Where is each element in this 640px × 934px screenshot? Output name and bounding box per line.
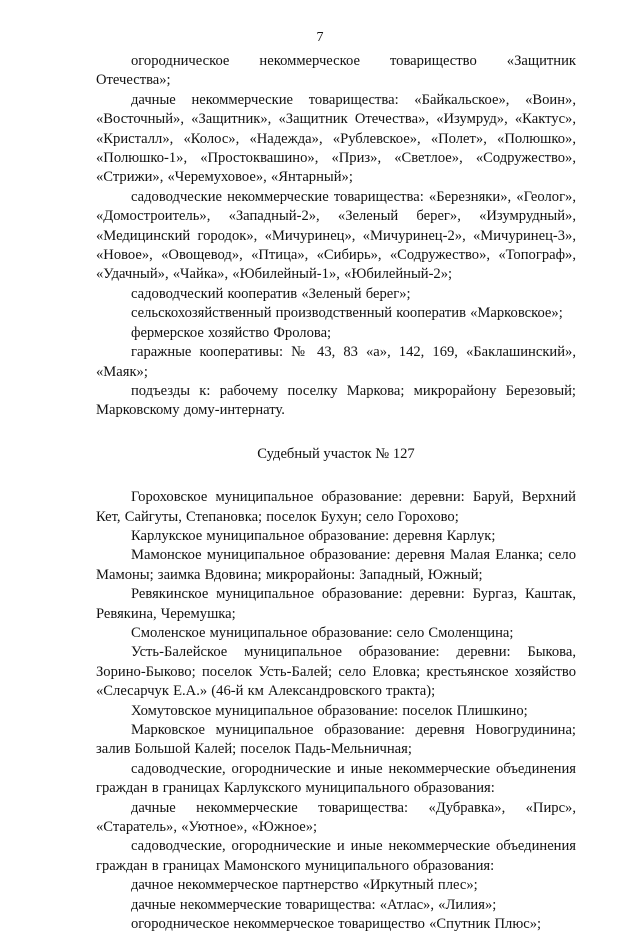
list-item: садоводческие, огороднические и иные некоммерческие объединения граждан в границах Мамонского муниципального образования: (96, 838, 576, 874)
list-item: сельскохозяйственный производственный кооператив «Марковское»; (131, 305, 563, 322)
page-number: 7 (316, 30, 324, 45)
list-item: дачные некоммерческие товарищества: «Дубравка», «Пирс», «Старатель», «Уютное», «Южное»; (96, 799, 576, 836)
list-item: дачные некоммерческие товарищества: «Байкальское», «Воин», «Восточный», «Защитник», «Защитник Отечества», «Изумруд», «Кактус», «Кристалл», «Колос», «Надежда», «Рублевское», «Полет», «Полюшко», «Полюшко-1», «Простоквашино», «Приз», «Светлое», «Содружество», «Стрижи», «Черемуховое», «Янтарный»; (96, 91, 576, 186)
list-item: садоводческие некоммерческие товарищества: «Березняки», «Геолог», «Домостроитель», «Западный-2», «Зеленый берег», «Изумрудный», «Медицинский городок», «Мичуринец», «Мичуринец-2», «Мичуринец-3», «Новое», «Овощевод», «Птица», «Сибирь», «Содружество», «Топограф», «Удачный», «Чайка», «Юбилейный-1», «Юбилейный-2»; (96, 188, 576, 283)
list-item: садоводческие, огороднические и иные некоммерческие объединения граждан в границах Карлукского муниципального образования: (96, 760, 576, 797)
list-item: огородническое некоммерческое товарищество «Защитник Отечества»; (96, 53, 576, 89)
list-item: Смоленское муниципальное образование: село Смоленщина; (131, 624, 514, 641)
list-item: Гороховское муниципальное образование: деревни: Баруй, Верхний Кет, Сайгуты, Степановка; поселок Бухун; село Горохово; (96, 489, 576, 525)
list-item: Марковское муниципальное образование: деревня Новогрудинина; залив Большой Калей; поселок Падь-Мельничная; (96, 722, 576, 758)
list-item: фермерское хозяйство Фролова; (131, 324, 332, 341)
list-item: Карлукское муниципальное образование: деревня Карлук; (131, 527, 496, 544)
list-item: подъезды к: рабочему поселку Маркова; микрорайону Березовый; Марковскому дому-интернату. (96, 382, 576, 419)
list-item: Ревякинское муниципальное образование: деревни: Бургаз, Каштак, Ревякина, Черемушка; (96, 586, 576, 622)
list-item: Хомутовское муниципальное образование: поселок Плишкино; (131, 702, 528, 719)
list-item: дачное некоммерческое партнерство «Иркутный плес»; (131, 877, 478, 894)
list-item: садоводческий кооператив «Зеленый берег»; (131, 285, 411, 302)
document-body (96, 52, 576, 934)
section-heading: Судебный участок № 127 (257, 445, 415, 462)
list-item: дачные некоммерческие товарищества: «Атлас», «Лилия»; (131, 896, 497, 913)
list-item: Мамонское муниципальное образование: деревня Малая Еланка; село Мамоны; заимка Вдовина; микрорайоны: Западный, Южный; (96, 547, 576, 583)
list-item: огородническое некоммерческое товарищество «Спутник Плюс»; (131, 916, 542, 933)
list-item: Усть-Балейское муниципальное образование: деревни: Быкова, Зорино-Быково; поселок Усть-Балей; село Еловка; крестьянское хозяйство «Слесарчук Е.А.» (46-й км Александровского тракта); (96, 644, 576, 700)
list-item: гаражные кооперативы: № 43, 83 «а», 142, 169, «Баклашинский», «Маяк»; (96, 344, 576, 380)
